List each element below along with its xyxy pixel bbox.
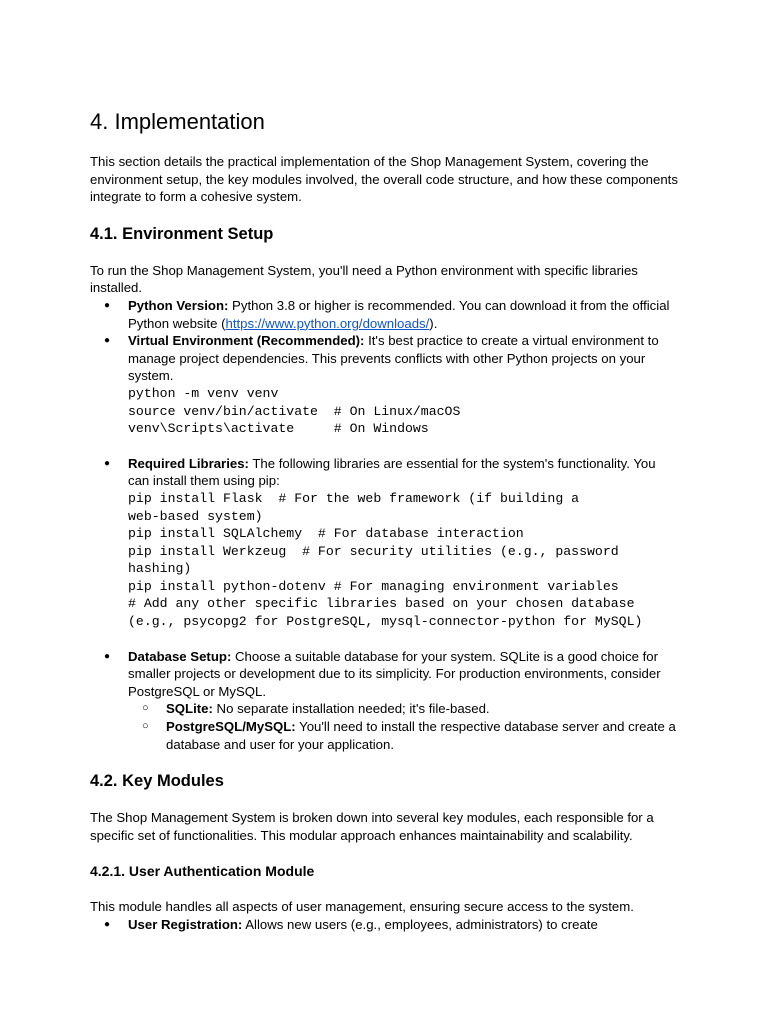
- venv-code-block: python -m venv venv source venv/bin/activate # On Linux/macOS venv\Scripts\activate # On Windows: [128, 385, 461, 437]
- virtual-env-label: Virtual Environment (Recommended):: [128, 333, 365, 349]
- auth-module-intro: This module handles all aspects of user management, ensuring secure access to the system.: [90, 899, 634, 915]
- list-item-virtual-env: [90, 332, 678, 385]
- database-setup-label: Database Setup:: [128, 648, 232, 664]
- postgresql-mysql-label: PostgreSQL/MySQL:: [166, 719, 296, 735]
- python-version-text: Python 3.8 or higher is recommended. You can download it from the official Python website (: [128, 297, 670, 331]
- list-item-required-libraries: [90, 455, 678, 490]
- sqlite-label: SQLite:: [166, 701, 213, 717]
- env-setup-intro: To run the Shop Management System, you'll need a Python environment with specific libraries installed.: [90, 262, 638, 296]
- auth-module-heading: 4.2.1. User Authentication Module: [90, 863, 315, 880]
- postgresql-mysql-text: You'll need to install the respective database server and create a database and user for your application.: [166, 719, 676, 752]
- python-version-text-end: ).: [429, 315, 438, 331]
- env-setup-list-2: [90, 455, 678, 490]
- database-setup-text: Choose a suitable database for your system. SQLite is a good choice for smaller projects or development due to its simplicity. For production environments, consider PostgreSQL or MySQL.: [128, 648, 661, 699]
- python-downloads-link[interactable]: https://www.python.org/downloads/: [225, 315, 430, 331]
- section-intro: This section details the practical implementation of the Shop Management System, covering the environment setup, the key modules involved, the overall code structure, and how these components integrate to form a cohesive system.: [90, 154, 678, 205]
- auth-module-list: [90, 916, 678, 934]
- user-registration-text: Allows new users (e.g., employees, administrators) to create: [242, 917, 598, 932]
- user-registration-label: User Registration:: [128, 917, 243, 932]
- required-libraries-label: Required Libraries:: [128, 455, 249, 471]
- virtual-env-text: It's best practice to create a virtual environment to manage project dependencies. This prevents conflicts with other Python projects on your system.: [128, 333, 659, 384]
- python-version-label: Python Version:: [128, 297, 229, 313]
- pip-code-block: pip install Flask # For the web framework (if building a web-based system) pip install SQLAlchemy # For database interaction pip install Werkzeug # For security utilities (e.g., password hashing) pip install python-dotenv # For managing environment variables # Add any other specific libraries based on your chosen database (e.g., psycopg2 for PostgreSQL, mysql-connector-python for MySQL): [128, 490, 643, 630]
- list-item-database-setup: [90, 648, 678, 701]
- list-item-postgresql-mysql: [90, 718, 678, 753]
- section-heading: 4. Implementation: [90, 109, 265, 134]
- env-setup-list: [90, 297, 678, 385]
- env-setup-heading: 4.1. Environment Setup: [90, 224, 274, 243]
- required-libraries-text: The following libraries are essential for the system's functionality. You can install them using pip:: [128, 455, 656, 489]
- list-item-user-registration: [90, 916, 678, 934]
- sqlite-text: No separate installation needed; it's file-based.: [212, 701, 490, 717]
- key-modules-intro: The Shop Management System is broken down into several key modules, each responsible for a specific set of functionalities. This modular approach enhances maintainability and scalability.: [90, 810, 654, 843]
- list-item-python-version: [90, 297, 678, 332]
- env-setup-list-3: [90, 648, 678, 754]
- list-item-sqlite: [90, 700, 678, 718]
- key-modules-heading: 4.2. Key Modules: [90, 772, 224, 791]
